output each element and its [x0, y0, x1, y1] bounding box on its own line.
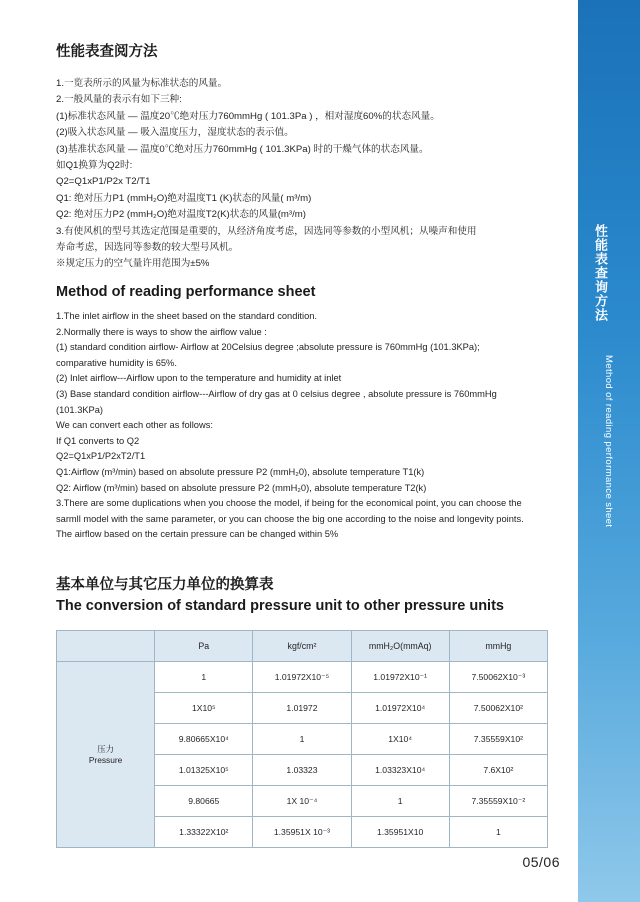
cn-line: 1.一览表所示的风量为标准状态的风量。: [56, 78, 228, 89]
table-cell: 1.35951X10: [351, 817, 449, 848]
side-band-cn-title: 性能表查询方法: [593, 224, 608, 322]
table-cell: 9.80665: [155, 786, 253, 817]
table-cell: 1: [449, 817, 547, 848]
cn-line: (2)吸入状态风量 — 吸入温度压力，湿度状态的表示值。: [56, 127, 294, 139]
table-cell: 1: [351, 786, 449, 817]
en-line: Q2: Airflow (m³/min) based on absolute pressure P2 (mmH₂0), absolute temperature T2(k): [56, 482, 427, 493]
en-line: 2.Normally there is ways to show the airflow value :: [56, 326, 267, 337]
section-title-en-1: Method of reading performance sheet: [56, 284, 316, 300]
en-line: 1.The inlet airflow in the sheet based on the standard condition.: [56, 311, 317, 321]
table-cell: 1.01972X10⁴: [351, 693, 449, 724]
row-header-pressure: [57, 662, 155, 848]
pressure-conversion-table-wrap: [56, 630, 548, 848]
table-cell: 1.03323X10⁴: [351, 755, 449, 786]
table-cell: 7.35559X10⁻²: [449, 786, 547, 817]
table-cell: 1X 10⁻⁴: [253, 786, 351, 817]
en-line: If Q1 converts to Q2: [56, 435, 140, 446]
pressure-conversion-table: [56, 630, 548, 848]
cn-line: Q2=Q1xP1/P2x T2/T1: [56, 176, 151, 188]
section-title-en-2: The conversion of standard pressure unit to other pressure units: [56, 598, 504, 614]
table-cell: 1: [253, 724, 351, 755]
table-cell: 1.01972: [253, 693, 351, 724]
table-cell: 1X10⁵: [155, 693, 253, 724]
table-cell: 1.01972X10⁻¹: [351, 662, 449, 693]
right-side-band: [578, 0, 640, 902]
table-cell: 1X10⁴: [351, 724, 449, 755]
en-line: Q1:Airflow (m³/min) based on absolute pressure P2 (mmH₂0), absolute temperature T1(k): [56, 466, 425, 477]
page-number: 05/06: [522, 854, 560, 870]
cn-line: 2.一般风量的表示有如下三种:: [56, 94, 182, 106]
en-line: We can convert each other as follows:: [56, 420, 213, 431]
side-band-en-title: Method of reading performance sheet: [603, 355, 614, 528]
en-line: sarmll model with the same parameter, or you can choose the big one according to the noise and longevity points.: [56, 513, 524, 524]
table-cell: 7.35559X10²: [449, 724, 547, 755]
table-cell: 1.33322X10²: [155, 817, 253, 848]
cn-line: 如Q1换算为Q2时:: [56, 160, 133, 172]
cn-line: ※规定压力的空气量许用范围为±5%: [56, 258, 210, 270]
english-paragraph-block: [56, 309, 546, 543]
section-title-cn-2: 基本单位与其它压力单位的换算表: [56, 577, 274, 593]
cn-line: (1)标准状态风量 — 温度20℃绝对压力760mmHg ( 101.3Pa ) ，相对湿度60%的状态风量。: [56, 110, 440, 122]
cn-line: Q1: 绝对压力P1 (mmH₂O)绝对温度T1 (K)状态的风量( m³/m): [56, 192, 312, 204]
table-cell: 1.35951X 10⁻³: [253, 817, 351, 848]
cn-line: 寿命考虑，因选同等参数的较大型号风机。: [56, 242, 239, 254]
table-row: [57, 662, 548, 693]
table-cell: 1.01972X10⁻⁵: [253, 662, 351, 693]
en-line: 3.There are some duplications when you choose the model, if being for the economical point, you can choose the: [56, 498, 522, 509]
column-header-blank: [57, 631, 155, 662]
table-header-row: [57, 631, 548, 662]
table-cell: 7.50062X10²: [449, 693, 547, 724]
column-header-pa: Pa: [155, 631, 253, 662]
en-line: (3) Base standard condition airflow---Airflow of dry gas at 0 celsius degree , absolute pressure is 760mmHg (101.3KPa): [56, 388, 497, 415]
column-header-mmhg: mmHg: [449, 631, 547, 662]
column-header-mmh2o: mmH₂O(mmAq): [351, 631, 449, 662]
cn-line: (3)基准状态风量 — 温度0℃绝对压力760mmHg ( 101.3KPa) 时的干燥气体的状态风量。: [56, 143, 429, 155]
en-line: The airflow based on the certain pressure can be changed within 5%: [56, 529, 339, 540]
en-line: Q2=Q1xP1/P2xT2/T1: [56, 451, 146, 462]
row-header-pressure-en: Pressure: [88, 754, 123, 765]
en-line: (2) Inlet airflow---Airflow upon to the temperature and humidity at inlet: [56, 373, 342, 384]
table-cell: 7.50062X10⁻³: [449, 662, 547, 693]
column-header-kgfcm2: kgf/cm²: [253, 631, 351, 662]
cn-line: 3.有使风机的型号其选定范围是重要的，从经济角度考虑，因选同等参数的小型风机；从噪声和使用: [56, 225, 477, 237]
table-cell: 7.6X10²: [449, 755, 547, 786]
en-line: (1) standard condition airflow- Airflow at 20Celsius degree ;absolute pressure is 760mmHg (101.3KPa);: [56, 342, 480, 353]
table-cell: 1.01325X10⁵: [155, 755, 253, 786]
cn-line: Q2: 绝对压力P2 (mmH₂O)绝对温度T2(K)状态的风量(m³/m): [56, 209, 306, 221]
section-title-cn-1: 性能表查阅方法: [56, 44, 158, 60]
table-cell: 1.03323: [253, 755, 351, 786]
table-cell: 9.80665X10⁴: [155, 724, 253, 755]
en-line: comparative humidity is 65%.: [56, 357, 177, 368]
chinese-paragraph-block: [56, 76, 526, 273]
table-cell: 1: [155, 662, 253, 693]
row-header-pressure-cn: 压力: [97, 743, 114, 754]
